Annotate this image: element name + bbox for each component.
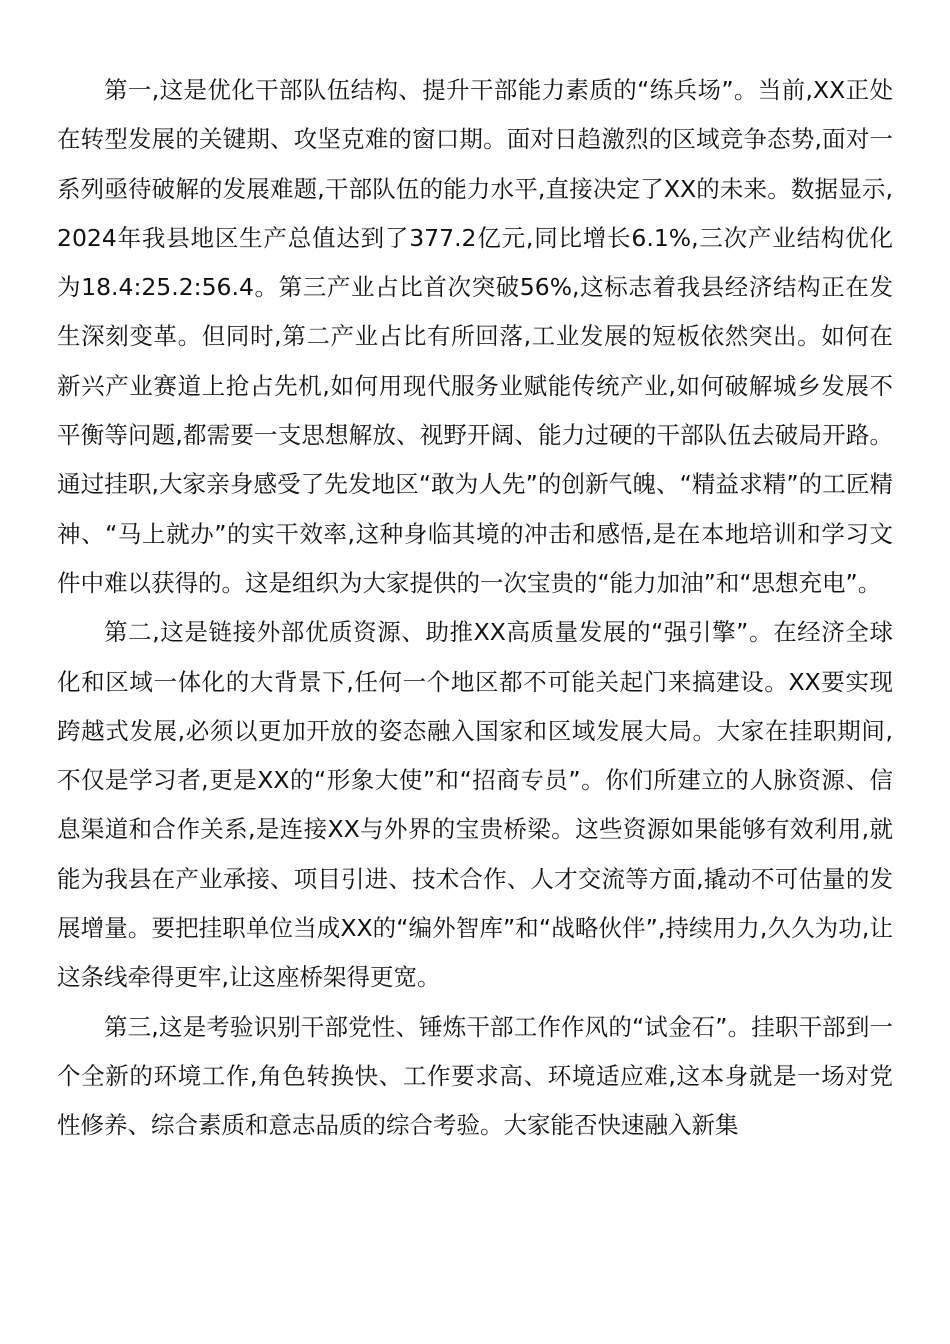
document-page xyxy=(57,66,893,1151)
paragraph-1: 第一,这是优化干部队伍结构、提升干部能力素质的“练兵场”。当前,XX正处在转型发展的关键期、攻坚克难的窗口期。面对日趋激烈的区域竞争态势,面对一系列亟待破解的发展难题,干部队伍的能力水平,直接决定了XX的未来。数据显示,2024年我县地区生产总值达到了377.2亿元,同比增长6.1%,三次产业结构优化为18.4:25.2:56.4。第三产业占比首次突破56%,这标志着我县经济结构正在发生深刻变革。但同时,第二产业占比有所回落,工业发展的短板依然突出。如何在新兴产业赛道上抢占先机,如何用现代服务业赋能传统产业,如何破解城乡发展不平衡等问题,都需要一支思想解放、视野开阔、能力过硬的干部队伍去破局开路。通过挂职,大家亲身感受了先发地区“敢为人先”的创新气魄、“精益求精”的工匠精神、“马上就办”的实干效率,这种身临其境的冲击和感悟,是在本地培训和学习文件中难以获得的。这是组织为大家提供的一次宝贵的“能力加油”和“思想充电”。 xyxy=(57,76,893,597)
paragraph-3: 第三,这是考验识别干部党性、锤炼干部工作作风的“试金石”。挂职干部到一个全新的环境工作,角色转换快、工作要求高、环境适应难,这本身就是一场对党性修养、综合素质和意志品质的综合考验。大家能否快速融入新集 xyxy=(57,1012,893,1140)
paragraph-2: 第二,这是链接外部优质资源、助推XX高质量发展的“强引擎”。在经济全球化和区域一体化的大背景下,任何一个地区都不可能关起门来搞建设。XX要实现跨越式发展,必须以更加开放的姿态融入国家和区域发展大局。大家在挂职期间,不仅是学习者,更是XX的“形象大使”和“招商专员”。你们所建立的人脉资源、信息渠道和合作关系,是连接XX与外界的宝贵桥梁。这些资源如果能够有效利用,就能为我县在产业承接、项目引进、技术合作、人才交流等方面,撬动不可估量的发展增量。要把挂职单位当成XX的“编外智库”和“战略伙伴”,持续用力,久久为功,让这条线牵得更牢,让这座桥架得更宽。 xyxy=(57,618,893,992)
